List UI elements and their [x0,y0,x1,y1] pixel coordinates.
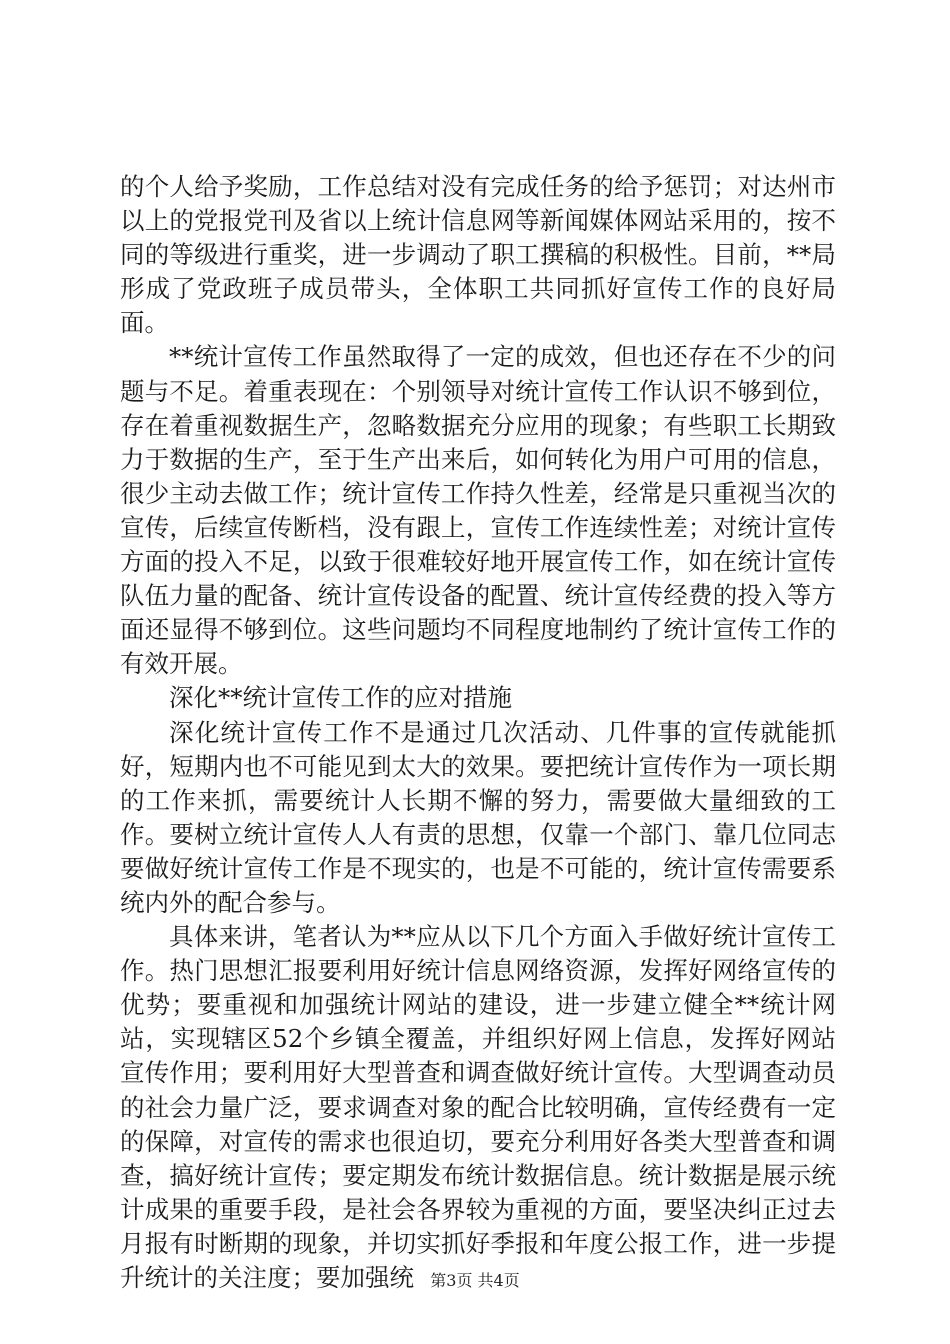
paragraph-problems: **统计宣传工作虽然取得了一定的成效，但也还存在不少的问题与不足。着重表现在：个别领导对统计宣传工作认识不够到位，存在着重视数据生产，忽略数据充分应用的现象；有些职工长期致力于数据的生产，至于生产出来后，如何转化为用户可用的信息，很少主动去做工作；统计宣传工作持久性差，经常是只重视当次的宣传，后续宣传断档，没有跟上，宣传工作连续性差；对统计宣传方面的投入不足，以致于很难较好地开展宣传工作，如在统计宣传队伍力量的配备、统计宣传设备的配置、统计宣传经费的投入等方面还显得不够到位。这些问题均不同程度地制约了统计宣传工作的有效开展。 [120,342,836,679]
paragraph-long-term-work: 深化统计宣传工作不是通过几次活动、几件事的宣传就能抓好，短期内也不可能见到太大的效果。要把统计宣传作为一项长期的工作来抓，需要统计人长期不懈的努力，需要做大量细致的工作。要树立统计宣传人人有责的思想，仅靠一个部门、靠几位同志要做好统计宣传工作是不现实的，也是不可能的，统计宣传需要系统内外的配合参与。 [120,717,836,917]
section-heading: 深化**统计宣传工作的应对措施 [169,683,512,713]
paragraph-rewards: 的个人给予奖励，工作总结对没有完成任务的给予惩罚；对达州市以上的党报党刊及省以上统计信息网等新闻媒体网站采用的，按不同的等级进行重奖，进一步调动了职工撰稿的积极性。目前，**局形成了党政班子成员带头，全体职工共同抓好宣传工作的良好局面。 [120,172,836,338]
paragraph-specific-measures: 具体来讲，笔者认为**应从以下几个方面入手做好统计宣传工作。热门思想汇报要利用好统计信息网络资源，发挥好网络宣传的优势；要重视和加强统计网站的建设，进一步建立健全**统计网站，实现辖区52个乡镇全覆盖，并组织好网上信息，发挥好网站宣传作用；要利用好大型普查和调查做好统计宣传。大型调查动员的社会力量广泛，要求调查对象的配合比较明确，宣传经费有一定的保障，对宣传的需求也很迫切，要充分利用好各类大型普查和调查，搞好统计宣传；要定期发布统计数据信息。统计数据是展示统计成果的重要手段，是社会各界较为重视的方面，要坚决纠正过去月报有时断期的现象，并切实抓好季报和年度公报工作，进一步提升统计的关注度；要加强统 [120,922,836,1292]
document-body [120,170,836,1295]
page-number-footer: 第3页 共4页 [430,1271,520,1290]
